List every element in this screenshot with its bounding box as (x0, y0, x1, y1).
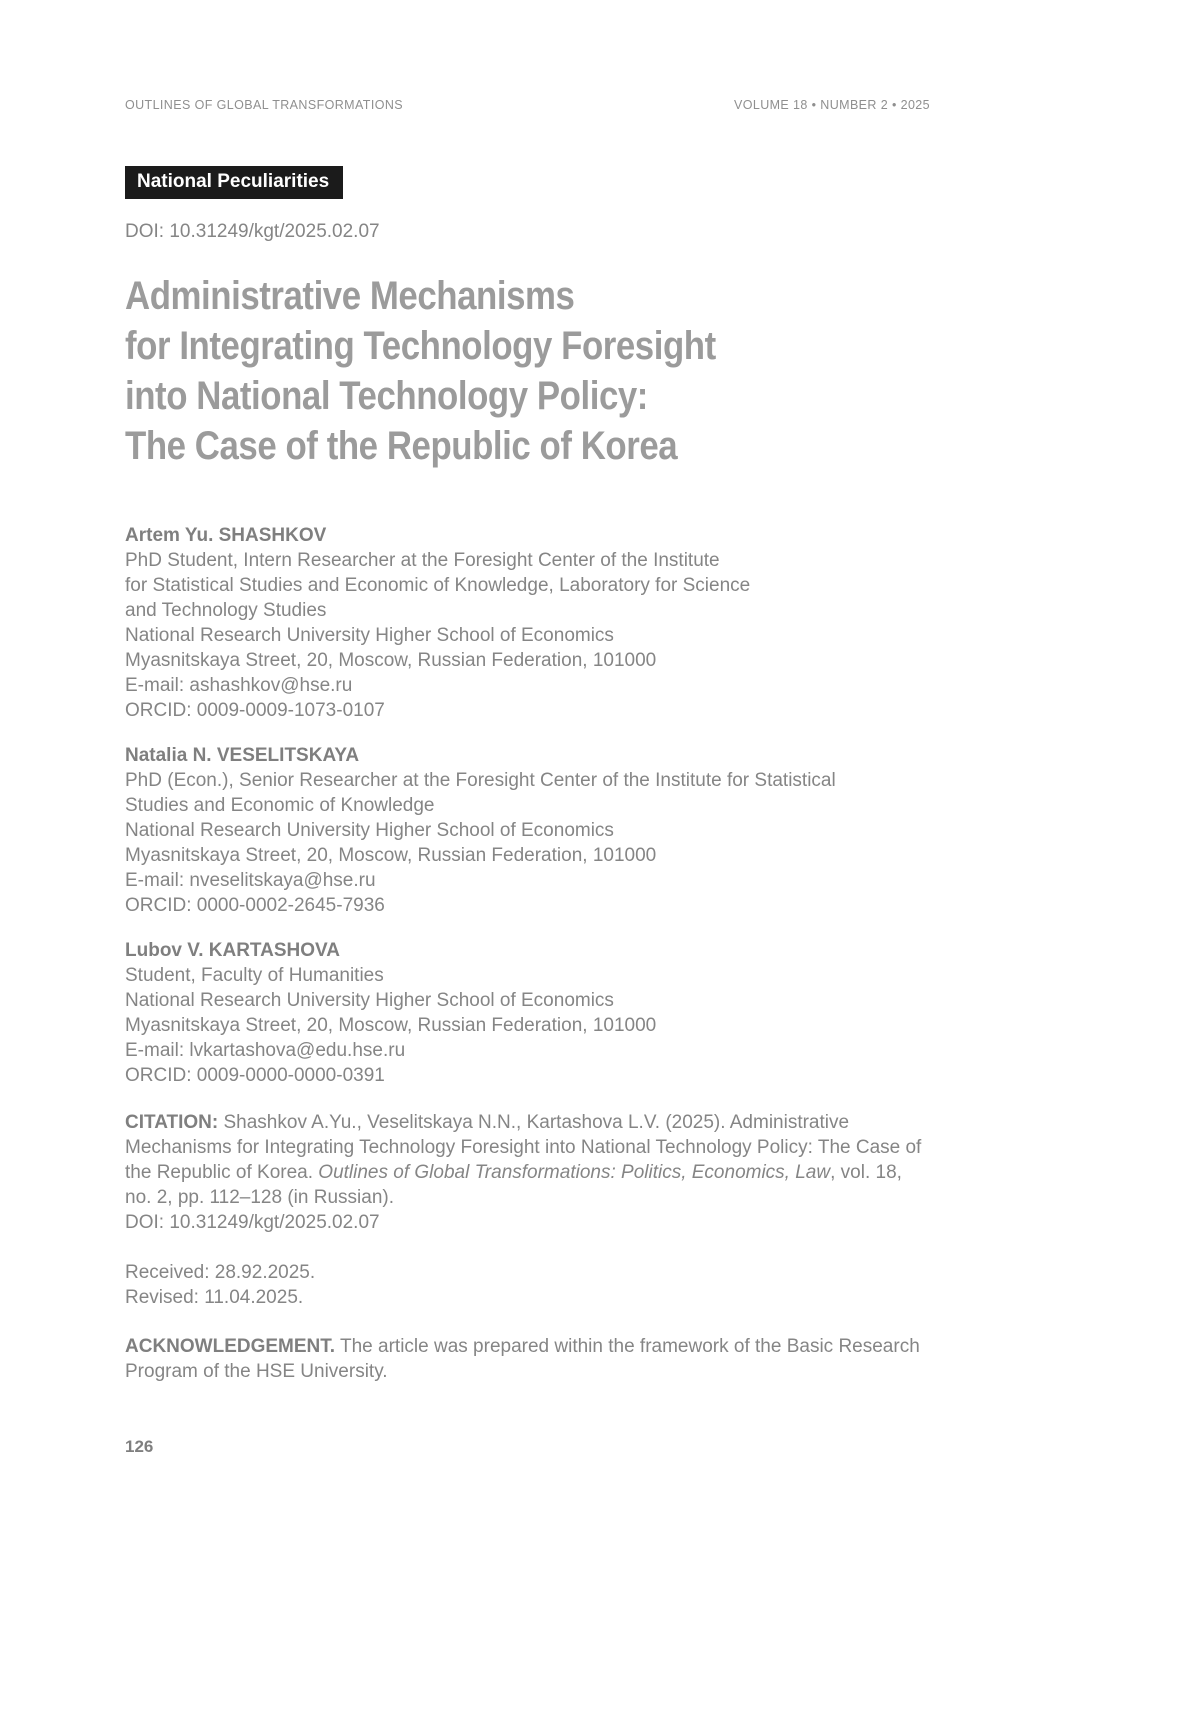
author-detail-line: Myasnitskaya Street, 20, Moscow, Russian Federation, 101000 (125, 650, 657, 671)
author-detail-line: Studies and Economic of Knowledge (125, 795, 435, 816)
journal-name: OUTLINES OF GLOBAL TRANSFORMATIONS (125, 98, 403, 112)
author-block (125, 938, 930, 1088)
author-email: E-mail: nveselitskaya@hse.ru (125, 870, 376, 891)
author-email: E-mail: lvkartashova@edu.hse.ru (125, 1040, 406, 1061)
author-name: Artem Yu. SHASHKOV (125, 525, 327, 546)
page-number: 126 (125, 1437, 154, 1456)
author-name: Natalia N. VESELITSKAYA (125, 745, 360, 766)
author-orcid: ORCID: 0009-0009-1073-0107 (125, 700, 385, 721)
author-detail-line: and Technology Studies (125, 600, 327, 621)
received-date: Received: 28.92.2025. (125, 1262, 316, 1283)
author-detail-line: Myasnitskaya Street, 20, Moscow, Russian Federation, 101000 (125, 1015, 657, 1036)
section-badge-row (125, 166, 930, 199)
section-badge: National Peculiarities (125, 166, 343, 199)
author-detail-line: National Research University Higher School of Economics (125, 820, 614, 841)
acknowledgement-label: ACKNOWLEDGEMENT. (125, 1336, 336, 1357)
dates-block (125, 1260, 930, 1310)
revised-date: Revised: 11.04.2025. (125, 1287, 304, 1308)
article-title-line: into National Technology Policy: (125, 374, 648, 418)
author-detail-line: National Research University Higher School of Economics (125, 990, 614, 1011)
author-orcid: ORCID: 0000-0002-2645-7936 (125, 895, 385, 916)
article-title (125, 271, 930, 471)
author-block (125, 743, 930, 918)
citation-journal-title: Outlines of Global Transformations: Politics, Economics, Law (318, 1162, 831, 1183)
doi-line: DOI: 10.31249/kgt/2025.02.07 (125, 221, 380, 242)
author-orcid: ORCID: 0009-0000-0000-0391 (125, 1065, 385, 1086)
citation-paragraph (125, 1110, 930, 1210)
acknowledgement-text: The article was prepared within the framework of the Basic Research Program of the HSE University. (125, 1336, 920, 1382)
author-name: Lubov V. KARTASHOVA (125, 940, 340, 961)
author-detail-line: National Research University Higher School of Economics (125, 625, 614, 646)
issue-info: VOLUME 18 • NUMBER 2 • 2025 (733, 98, 930, 112)
article-title-line: for Integrating Technology Foresight (125, 324, 716, 368)
author-detail-line: PhD Student, Intern Researcher at the Foresight Center of the Institute (125, 550, 720, 571)
citation-label: CITATION: (125, 1112, 219, 1133)
article-title-line: The Case of the Republic of Korea (125, 424, 678, 468)
article-title-line: Administrative Mechanisms (125, 274, 575, 318)
author-block (125, 523, 930, 723)
acknowledgement-paragraph (125, 1334, 930, 1384)
running-header (125, 98, 930, 112)
author-email: E-mail: ashashkov@hse.ru (125, 675, 353, 696)
author-detail-line: Myasnitskaya Street, 20, Moscow, Russian Federation, 101000 (125, 845, 657, 866)
author-detail-line: PhD (Econ.), Senior Researcher at the Foresight Center of the Institute for Statistical (125, 770, 836, 791)
author-detail-line: Student, Faculty of Humanities (125, 965, 384, 986)
citation-text-after: , vol. 18, no. 2, pp. 112–128 (in Russian). (125, 1162, 902, 1208)
citation-text-before: Shashkov A.Yu., Veselitskaya N.N., Kartashova L.V. (2025). Administrative Mechanisms for Integrating Technology Foresight into National Technology Policy: The Case of the Republic of Korea. (125, 1112, 922, 1183)
citation-doi-line: DOI: 10.31249/kgt/2025.02.07 (125, 1212, 380, 1233)
author-detail-line: for Statistical Studies and Economic of Knowledge, Laboratory for Science (125, 575, 751, 596)
